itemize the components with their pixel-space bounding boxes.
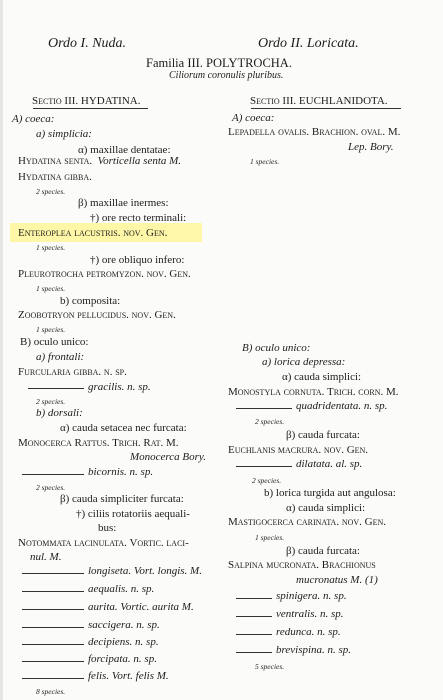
ditto-dash [236, 652, 272, 653]
species-count: 1 species. [36, 243, 66, 252]
section-underline [33, 108, 148, 109]
ordo-right-title: Ordo II. Loricata. [258, 36, 359, 51]
entry-aequalis: aequalis. n. sp. [88, 583, 155, 595]
entry-lepadella-2: Lep. Bory. [348, 141, 394, 153]
entry-notommata-2: nul. M. [30, 551, 62, 563]
entry-hydatina-gibba: Hydatina gibba. [18, 171, 92, 183]
entry-notommata-1: Notommata lacinulata. Vortic. laci- [18, 537, 189, 549]
entry-decipiens: decipiens. n. sp. [88, 636, 159, 648]
left-alpha-setacea: α) cauda setacea nec furcata: [60, 422, 187, 434]
left-a-frontali: a) frontali: [36, 351, 85, 363]
entry-aurita: aurita. Vortic. aurita M. [88, 601, 194, 613]
right-alpha-simplici: α) cauda simplici: [282, 371, 362, 383]
familia-title: Familia III. POLYTROCHA. [146, 56, 292, 70]
left-ciliis-2: bus: [98, 522, 117, 534]
page-edge-shadow [0, 0, 3, 700]
left-ore-obliquo: †) ore obliquo infero: [90, 254, 185, 266]
entry-salpina-1: Salpina mucronata. Brachionus [228, 559, 376, 571]
entry-monocerca-rattus: Monocerca Rattus. Trich. Rat. M. [18, 437, 179, 449]
entry-monocerca-bory: Monocerca Bory. [130, 451, 206, 463]
familia-subtitle: Ciliorum coronulis pluribus. [169, 70, 284, 81]
ditto-dash [22, 644, 84, 645]
left-B-oculo: B) oculo unico: [20, 336, 89, 348]
species-count: 2 species. [36, 397, 66, 406]
species-count: 1 species. [255, 533, 285, 542]
species-count: 5 species. [255, 662, 285, 671]
species-count: 2 species. [36, 187, 66, 196]
ditto-dash [22, 661, 84, 662]
ditto-dash [22, 573, 84, 574]
left-beta-simpliciter: β) cauda simpliciter furcata: [60, 493, 184, 505]
entry-quadridentata: quadridentata. n. sp. [296, 400, 388, 412]
ditto-dash [22, 678, 84, 679]
right-B-oculo: B) oculo unico: [242, 342, 311, 354]
species-count: 1 species. [250, 157, 280, 166]
entry-spinigera: spinigera. n. sp. [276, 590, 347, 602]
entry-lepadella-1: Lepadella ovalis. Brachion. oval. M. [228, 126, 401, 138]
left-b-dorsali: b) dorsali: [36, 407, 83, 419]
ditto-dash [22, 591, 84, 592]
right-beta-furcata-2: β) cauda furcata: [286, 545, 360, 557]
right-A-coeca: A) coeca: [232, 112, 275, 124]
left-b-composita: b) composita: [60, 295, 121, 307]
ditto-dash [28, 388, 84, 389]
entry-longiseta: longiseta. Vort. longis. M. [88, 565, 202, 577]
species-count: 2 species. [252, 476, 282, 485]
ditto-dash [22, 474, 84, 475]
left-a-simplicia: a) simplicia: [36, 128, 92, 140]
entry-saccigera: saccigera. n. sp. [88, 619, 160, 631]
entry-redunca: redunca. n. sp. [276, 626, 341, 638]
entry-hydatina-senta [18, 156, 181, 167]
right-section-heading: Sectio III. EUCHLANIDOTA. [250, 95, 388, 107]
entry-pleurotrocha: Pleurotrocha petromyzon. nov. Gen. [18, 268, 191, 280]
synonym: Vorticella senta M. [97, 155, 182, 167]
entry-gracilis: gracilis. n. sp. [88, 381, 151, 393]
ditto-dash [22, 627, 84, 628]
entry-furcularia-gibba: Furcularia gibba. n. sp. [18, 366, 127, 378]
left-section-heading: Sectio III. HYDATINA. [32, 95, 141, 107]
entry-monostyla: Monostyla cornuta. Trich. corn. M. [228, 386, 399, 398]
left-beta-inermes: β) maxillae inermes: [78, 197, 169, 209]
section-underline [251, 108, 401, 109]
entry-zoobotryon: Zoobotryon pellucidus. nov. Gen. [18, 309, 176, 321]
ditto-dash [236, 466, 292, 467]
entry-brevispina: brevispina. n. sp. [276, 644, 352, 656]
left-ore-recto: †) ore recto terminali: [90, 212, 187, 224]
right-a-lorica: a) lorica depressa: [262, 356, 346, 368]
species-count: 2 species. [255, 417, 285, 426]
entry-felis: felis. Vort. felis M. [88, 670, 169, 682]
entry-enteroplea: Enteroplea lacustris. nov. Gen. [18, 227, 168, 239]
right-beta-furcata: β) cauda furcata: [286, 429, 360, 441]
left-ciliis-1: †) ciliis rotatoriis aequali- [76, 508, 190, 520]
entry-salpina-2: mucronatus M. (1) [296, 574, 378, 586]
left-a-coeca: A) coeca: [12, 113, 55, 125]
species-count: 1 species. [36, 325, 66, 334]
species-count: 2 species. [36, 483, 66, 492]
ditto-dash [236, 408, 292, 409]
entry-euchlanis: Euchlanis macrura. nov. Gen. [228, 444, 369, 456]
ditto-dash [236, 598, 272, 599]
left-alpha-dentatae: α) maxillae dentatae: [78, 144, 171, 156]
taxon-name: Hydatina senta. [18, 155, 93, 167]
ditto-dash [22, 609, 84, 610]
right-b-lorica: b) lorica turgida aut angulosa: [264, 487, 396, 499]
entry-mastigocerca: Mastigocerca carinata. nov. Gen. [228, 516, 387, 528]
ditto-dash [236, 634, 272, 635]
ordo-left-title: Ordo I. Nuda. [48, 36, 127, 51]
entry-forcipata: forcipata. n. sp. [88, 653, 157, 665]
right-alpha-simplici-2: α) cauda simplici: [286, 502, 366, 514]
species-count: 8 species. [36, 687, 66, 696]
entry-ventralis: ventralis. n. sp. [276, 608, 344, 620]
entry-dilatata: dilatata. al. sp. [296, 458, 363, 470]
species-count: 1 species. [36, 284, 66, 293]
entry-bicornis: bicornis. n. sp. [88, 466, 154, 478]
ditto-dash [236, 616, 272, 617]
